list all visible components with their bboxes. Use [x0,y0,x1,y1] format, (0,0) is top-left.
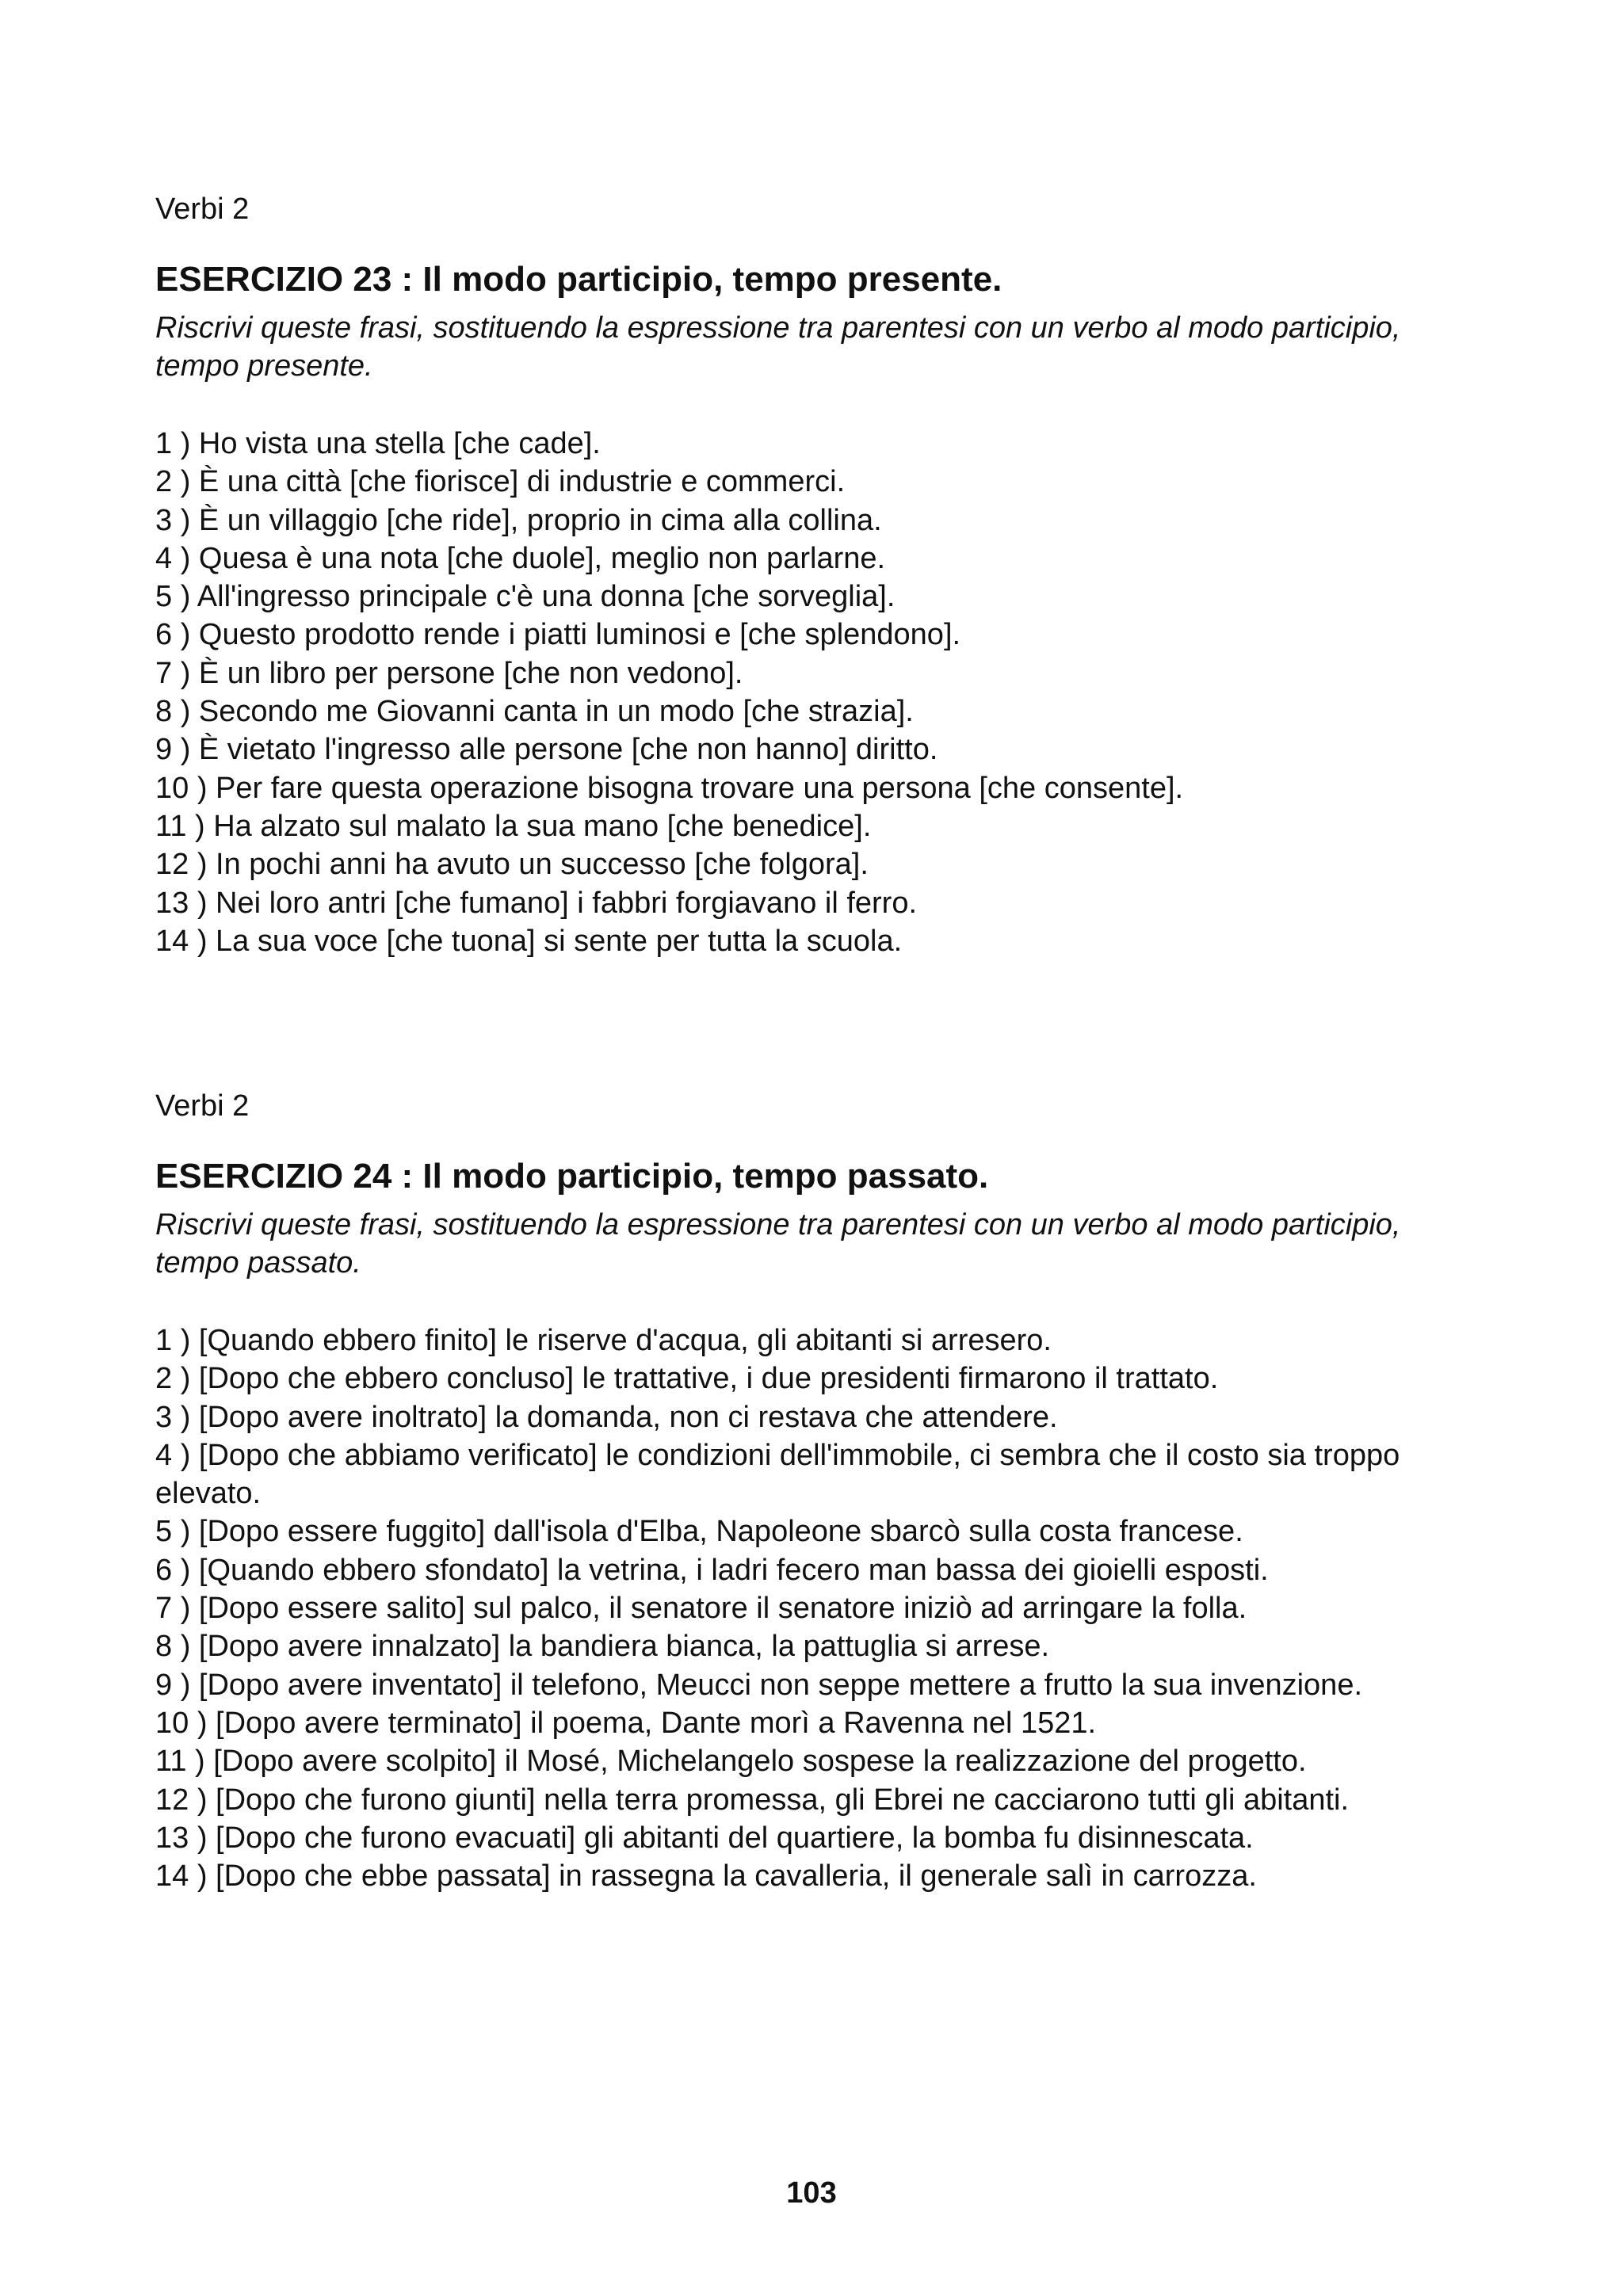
sentence-item: 11 ) Ha alzato sul malato la sua mano [che benedice]. [155,809,872,843]
sentence-item: 6 ) Questo prodotto rende i piatti luminosi e [che splendono]. [155,618,961,652]
sentence-item: 14 ) [Dopo che ebbe passata] in rassegna la cavalleria, il generale salì in carrozza. [155,1859,1257,1894]
exercise-title: ESERCIZIO 23 : Il modo participio, tempo presente. [155,260,1002,299]
sentence-item: 3 ) [Dopo avere inoltrato] la domanda, non ci restava che attendere. [155,1400,1058,1434]
sentence-item: 7 ) [Dopo essere salito] sul palco, il senatore il senatore iniziò ad arringare la folla. [155,1592,1247,1626]
sentence-item: 2 ) È una città [che fiorisce] di industrie e commerci. [155,465,846,499]
sentence-item: 1 ) Ho vista una stella [che cade]. [155,427,601,460]
exercise-23 [155,190,1503,960]
sentence-item: 6 ) [Quando ebbero sfondato] la vetrina, i ladri fecero man bassa dei gioielli esposti. [155,1553,1269,1587]
sentence-item: 5 ) [Dopo essere fuggito] dall'isola d'Elba, Napoleone sbarcò sulla costa francese. [155,1515,1243,1549]
exercise-instructions: Riscrivi queste frasi, sostituendo la espressione tra parentesi con un verbo al modo participio, tempo passato. [155,1208,1401,1280]
sentence-item: 3 ) È un villaggio [che ride], proprio in cima alla collina. [155,503,882,537]
sentence-item: 4 ) [Dopo che abbiamo verificato] le condizioni dell'immobile, ci sembra che il costo sia troppo elevato. [155,1438,1400,1511]
sentence-item: 14 ) La sua voce [che tuona] si sente per tutta la scuola. [155,924,903,958]
sentence-item: 12 ) [Dopo che furono giunti] nella terra promessa, gli Ebrei ne cacciarono tutti gli abitanti. [155,1783,1350,1817]
sentence-item: 5 ) All'ingresso principale c'è una donna [che sorveglia]. [155,580,896,614]
sentence-item: 13 ) Nei loro antri [che fumano] i fabbri forgiavano il ferro. [155,886,918,920]
exercise-title: ESERCIZIO 24 : Il modo participio, tempo passato. [155,1157,989,1196]
sentence-item: 7 ) È un libro per persone [che non vedono]. [155,656,743,690]
sentence-item: 8 ) Secondo me Giovanni canta in un modo [che strazia]. [155,695,914,729]
sentence-item: 2 ) [Dopo che ebbero concluso] le trattative, i due presidenti firmarono il trattato. [155,1362,1219,1396]
section-header: Verbi 2 [155,1089,250,1123]
sentence-item: 13 ) [Dopo che furono evacuati] gli abitanti del quartiere, la bomba fu disinnescata. [155,1821,1254,1855]
sentence-item: 1 ) [Quando ebbero finito] le riserve d'acqua, gli abitanti si arresero. [155,1324,1052,1357]
sentence-item: 9 ) È vietato l'ingresso alle persone [che non hanno] diritto. [155,733,938,767]
sentence-item: 11 ) [Dopo avere scolpito] il Mosé, Michelangelo sospese la realizzazione del progetto. [155,1745,1307,1779]
sentence-item: 12 ) In pochi anni ha avuto un successo [che folgora]. [155,848,869,882]
exercise-instructions: Riscrivi queste frasi, sostituendo la espressione tra parentesi con un verbo al modo participio, tempo presente. [155,311,1401,383]
sentence-item: 10 ) Per fare questa operazione bisogna trovare una persona [che consente]. [155,771,1184,805]
sentence-list [155,425,1503,960]
sentence-item: 9 ) [Dopo avere inventato] il telefono, Meucci non seppe mettere a frutto la sua invenzione. [155,1668,1363,1702]
exercise-24 [155,1087,1503,1895]
page-number: 103 [786,2176,837,2210]
sentence-list [155,1322,1503,1895]
sentence-item: 4 ) Quesa è una nota [che duole], meglio non parlarne. [155,541,886,575]
sentence-item: 10 ) [Dopo avere terminato] il poema, Dante morì a Ravenna nel 1521. [155,1706,1097,1740]
section-header: Verbi 2 [155,193,250,226]
sentence-item: 8 ) [Dopo avere innalzato] la bandiera bianca, la pattuglia si arrese. [155,1630,1050,1664]
